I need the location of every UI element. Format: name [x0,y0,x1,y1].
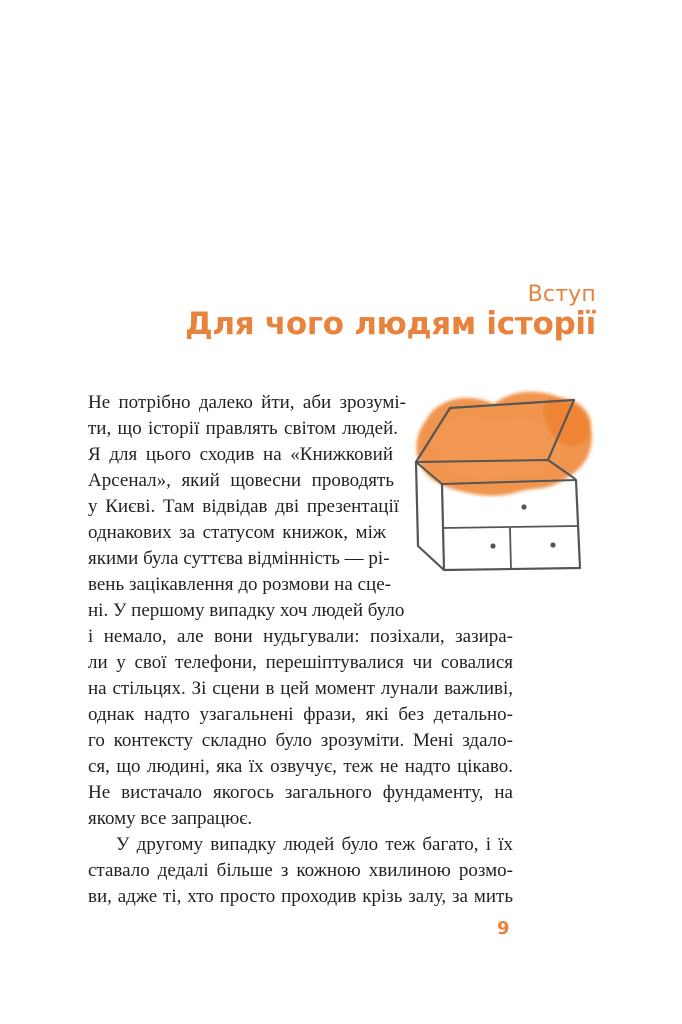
body-line: Арсенал», який щовесни проводять [88,470,394,491]
chapter-title: Для чого людям історії [185,306,596,342]
body-line: якими була суттєва відмінність — рі- [88,548,390,569]
body-line: Не вистачало якогось загального фундаменту, на [88,782,513,803]
body-line: на стільцях. Зі сцени в цей момент лунали важливі, [88,678,513,699]
body-line: ставало дедалі більше з кожною хвилиною розмо- [88,860,513,881]
page-number: 9 [497,918,510,939]
body-line: вень зацікавлення до розмови на сце- [88,574,391,595]
body-line: Я для цього сходив на «Книжковий [88,444,393,465]
body-line: ви, адже ті, хто просто проходив крізь залу, за мить [88,886,513,907]
body-line: ні. У першому випадку хоч людей було [88,600,405,621]
body-line: у Києві. Там відвідав дві презентації [88,496,399,517]
open-box-icon [398,380,604,586]
body-line: ся, що людині, яка їх озвучує, теж не надто цікаво. [88,756,513,777]
body-line: го контексту складно було зрозуміти. Мені здало- [88,730,513,751]
body-line: однак надто узагальнені фрази, які без детально- [88,704,513,725]
chapter-label: Вступ [527,282,596,307]
body-line: Не потрібно далеко йти, аби зрозумі- [88,392,406,413]
body-line: ли у свої телефони, перешіптувалися чи совалися [88,652,513,673]
body-line: У другому випадку людей було теж багато, і їх [116,834,513,855]
body-line: однакових за статусом книжок, між [88,522,386,543]
body-line: ти, що історії правлять світом людей. [88,418,398,439]
body-line: і немало, але вони нудьгували: позіхали, зазира- [88,626,513,647]
body-line: якому все запрацює. [88,808,253,829]
